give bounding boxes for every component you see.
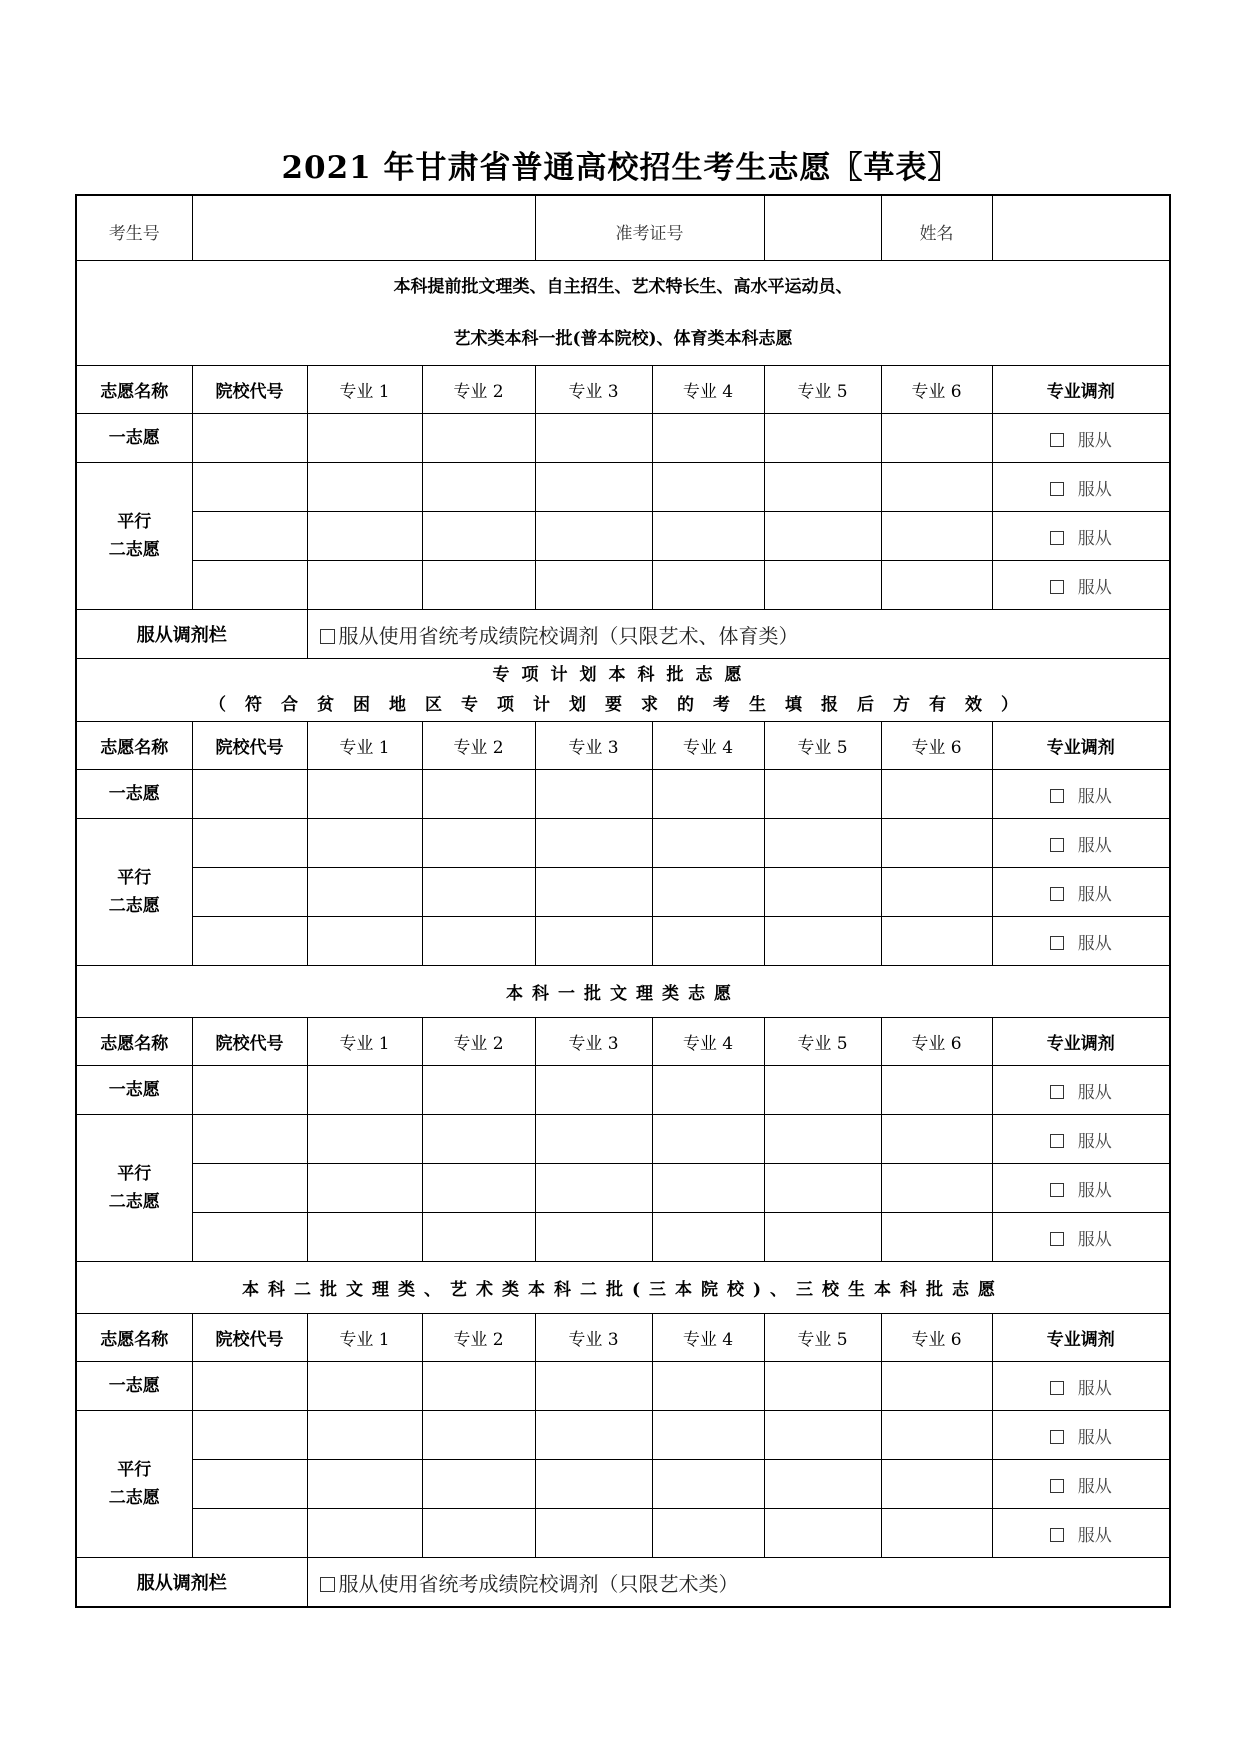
- obey-label: 服从: [1077, 884, 1112, 905]
- adjust-cell[interactable]: [992, 512, 1170, 561]
- major-cell[interactable]: [535, 512, 652, 561]
- major-cell[interactable]: [764, 414, 881, 463]
- page-title: 2021 年甘肃省普通高校招生考生志愿〖草表〗: [281, 150, 960, 186]
- major-cell[interactable]: [535, 1460, 652, 1509]
- obey-bar-text: 服从使用省统考成绩院校调剂（只限艺术类）: [338, 1571, 739, 1596]
- major-cell[interactable]: [307, 1509, 422, 1558]
- obey-label: 服从: [1077, 1229, 1112, 1250]
- section-title-line: （符合贫困地区专项计划要求的考生填报后方有效）: [209, 695, 1037, 715]
- section-special-plan: [76, 659, 1170, 722]
- adjust-cell[interactable]: [992, 1213, 1170, 1262]
- major-cell[interactable]: [881, 819, 992, 868]
- major-cell[interactable]: [881, 917, 992, 966]
- checkbox-icon[interactable]: [1050, 1232, 1064, 1246]
- school-code-cell[interactable]: [192, 561, 307, 610]
- first-choice-label: 一志愿: [76, 770, 192, 819]
- first-choice-label: 一志愿: [76, 414, 192, 463]
- major-cell[interactable]: [422, 463, 535, 512]
- col-header-name: 志愿名称: [76, 722, 192, 770]
- checkbox-icon[interactable]: [320, 629, 335, 644]
- adjust-cell[interactable]: [992, 1411, 1170, 1460]
- obey-adjust-bar: [76, 610, 1170, 659]
- major-cell[interactable]: [881, 512, 992, 561]
- major-cell[interactable]: [422, 414, 535, 463]
- major-cell[interactable]: [764, 917, 881, 966]
- parallel-label-line: 平行: [117, 512, 152, 532]
- major-cell[interactable]: [652, 1460, 764, 1509]
- second-choice-row: [76, 1213, 1170, 1262]
- major-cell[interactable]: [764, 1164, 881, 1213]
- major-cell[interactable]: [422, 770, 535, 819]
- adjust-cell[interactable]: [992, 819, 1170, 868]
- major-cell[interactable]: [307, 770, 422, 819]
- section-title-line: 本科二批文理类、艺术类本科二批(三本院校)、三校生本科批志愿: [241, 1280, 1005, 1300]
- major-cell[interactable]: [535, 819, 652, 868]
- checkbox-icon[interactable]: [1050, 1183, 1064, 1197]
- major-cell[interactable]: [652, 1115, 764, 1164]
- parallel-label-line: 二志愿: [108, 1488, 160, 1508]
- major-cell[interactable]: [652, 1213, 764, 1262]
- col-header-code: 院校代号: [192, 722, 307, 770]
- parallel-second-label: [76, 819, 192, 966]
- obey-label: 服从: [1077, 1476, 1112, 1497]
- major-cell[interactable]: [535, 1213, 652, 1262]
- section-title-line: 专项计划本科批志愿: [492, 665, 754, 685]
- major-cell[interactable]: [535, 917, 652, 966]
- major-cell[interactable]: [764, 1213, 881, 1262]
- school-code-cell[interactable]: [192, 1164, 307, 1213]
- col-header-major1: 专业 1: [307, 366, 422, 414]
- major-cell[interactable]: [652, 561, 764, 610]
- col-header-major2: 专业 2: [422, 1314, 535, 1362]
- col-header-major1: 专业 1: [307, 1018, 422, 1066]
- major-cell[interactable]: [422, 1164, 535, 1213]
- major-cell[interactable]: [881, 1509, 992, 1558]
- admission-no-field[interactable]: [764, 195, 881, 261]
- major-cell[interactable]: [881, 463, 992, 512]
- school-code-cell[interactable]: [192, 917, 307, 966]
- major-cell[interactable]: [307, 1066, 422, 1115]
- major-cell[interactable]: [535, 1066, 652, 1115]
- school-code-cell[interactable]: [192, 770, 307, 819]
- major-cell[interactable]: [652, 1362, 764, 1411]
- column-header-row: [76, 1018, 1170, 1066]
- major-cell[interactable]: [535, 1362, 652, 1411]
- obey-bar-text: 服从使用省统考成绩院校调剂（只限艺术、体育类）: [338, 623, 799, 648]
- name-field[interactable]: [992, 195, 1170, 261]
- section-advance-batch: [76, 261, 1170, 366]
- checkbox-icon[interactable]: [1050, 531, 1064, 545]
- major-cell[interactable]: [881, 561, 992, 610]
- obey-label: 服从: [1077, 933, 1112, 954]
- major-cell[interactable]: [307, 1213, 422, 1262]
- col-header-major5: 专业 5: [764, 722, 881, 770]
- second-choice-row: [76, 917, 1170, 966]
- major-cell[interactable]: [422, 1509, 535, 1558]
- checkbox-icon[interactable]: [1050, 1528, 1064, 1542]
- major-cell[interactable]: [881, 1115, 992, 1164]
- parallel-label-line: 二志愿: [108, 540, 160, 560]
- major-cell[interactable]: [307, 1362, 422, 1411]
- school-code-cell[interactable]: [192, 414, 307, 463]
- parallel-second-label: [76, 463, 192, 610]
- major-cell[interactable]: [881, 1362, 992, 1411]
- major-cell[interactable]: [535, 868, 652, 917]
- col-header-major2: 专业 2: [422, 722, 535, 770]
- major-cell[interactable]: [422, 1460, 535, 1509]
- major-cell[interactable]: [535, 1509, 652, 1558]
- checkbox-icon[interactable]: [1050, 1134, 1064, 1148]
- school-code-cell[interactable]: [192, 1509, 307, 1558]
- parallel-label-line: 二志愿: [108, 896, 160, 916]
- major-cell[interactable]: [881, 1164, 992, 1213]
- col-header-major1: 专业 1: [307, 1314, 422, 1362]
- adjust-cell[interactable]: [992, 770, 1170, 819]
- col-header-major6: 专业 6: [881, 1314, 992, 1362]
- section-title-line: 艺术类本科一批(普本院校)、体育类本科志愿: [453, 329, 793, 349]
- column-header-row: [76, 1314, 1170, 1362]
- col-header-code: 院校代号: [192, 366, 307, 414]
- obey-label: 服从: [1077, 1427, 1112, 1448]
- major-cell[interactable]: [422, 1115, 535, 1164]
- adjust-cell[interactable]: [992, 1066, 1170, 1115]
- major-cell[interactable]: [652, 868, 764, 917]
- obey-label: 服从: [1077, 479, 1112, 500]
- adjust-cell[interactable]: [992, 917, 1170, 966]
- checkbox-icon[interactable]: [1050, 1085, 1064, 1099]
- col-header-major4: 专业 4: [652, 1018, 764, 1066]
- major-cell[interactable]: [764, 463, 881, 512]
- obey-bar-option[interactable]: [307, 1558, 1170, 1608]
- col-header-adjust: 专业调剂: [992, 1314, 1170, 1362]
- col-header-major2: 专业 2: [422, 1018, 535, 1066]
- col-header-major3: 专业 3: [535, 366, 652, 414]
- checkbox-icon[interactable]: [1050, 936, 1064, 950]
- first-choice-row: [76, 414, 1170, 463]
- major-cell[interactable]: [764, 770, 881, 819]
- col-header-major6: 专业 6: [881, 366, 992, 414]
- obey-label: 服从: [1077, 786, 1112, 807]
- obey-adjust-bar: [76, 1558, 1170, 1608]
- adjust-cell[interactable]: [992, 1115, 1170, 1164]
- major-cell[interactable]: [307, 1115, 422, 1164]
- school-code-cell[interactable]: [192, 1066, 307, 1115]
- name-label: 姓名: [881, 195, 992, 261]
- checkbox-icon[interactable]: [1050, 433, 1064, 447]
- admission-no-label: 准考证号: [615, 223, 684, 244]
- second-choice-row: [76, 512, 1170, 561]
- major-cell[interactable]: [307, 561, 422, 610]
- major-cell[interactable]: [307, 414, 422, 463]
- major-cell[interactable]: [422, 1411, 535, 1460]
- obey-label: 服从: [1077, 430, 1112, 451]
- major-cell[interactable]: [652, 1164, 764, 1213]
- col-header-major4: 专业 4: [652, 1314, 764, 1362]
- school-code-cell[interactable]: [192, 1115, 307, 1164]
- major-cell[interactable]: [881, 1213, 992, 1262]
- col-header-adjust: 专业调剂: [992, 722, 1170, 770]
- major-cell[interactable]: [881, 414, 992, 463]
- parallel-label-line: 平行: [117, 1460, 152, 1480]
- checkbox-icon[interactable]: [1050, 1479, 1064, 1493]
- major-cell[interactable]: [652, 917, 764, 966]
- major-cell[interactable]: [881, 1066, 992, 1115]
- major-cell[interactable]: [652, 1066, 764, 1115]
- col-header-adjust: 专业调剂: [992, 366, 1170, 414]
- first-choice-row: [76, 1066, 1170, 1115]
- parallel-second-label: [76, 1411, 192, 1558]
- obey-bar-label: 服从调剂栏: [76, 610, 307, 659]
- school-code-cell[interactable]: [192, 1213, 307, 1262]
- checkbox-icon[interactable]: [1050, 838, 1064, 852]
- col-header-name: 志愿名称: [76, 1314, 192, 1362]
- column-header-row: [76, 722, 1170, 770]
- obey-label: 服从: [1077, 1525, 1112, 1546]
- major-cell[interactable]: [652, 1411, 764, 1460]
- obey-label: 服从: [1077, 577, 1112, 598]
- major-cell[interactable]: [764, 1509, 881, 1558]
- first-choice-row: [76, 1362, 1170, 1411]
- obey-label: 服从: [1077, 528, 1112, 549]
- major-cell[interactable]: [307, 819, 422, 868]
- major-cell[interactable]: [422, 1213, 535, 1262]
- major-cell[interactable]: [422, 512, 535, 561]
- major-cell[interactable]: [422, 868, 535, 917]
- major-cell[interactable]: [764, 512, 881, 561]
- admission-no-label-cell: [535, 195, 764, 261]
- major-cell[interactable]: [652, 819, 764, 868]
- major-cell[interactable]: [535, 463, 652, 512]
- major-cell[interactable]: [307, 1411, 422, 1460]
- major-cell[interactable]: [652, 1509, 764, 1558]
- major-cell[interactable]: [422, 561, 535, 610]
- adjust-cell[interactable]: [992, 1362, 1170, 1411]
- major-cell[interactable]: [535, 1115, 652, 1164]
- checkbox-icon[interactable]: [1050, 1430, 1064, 1444]
- obey-label: 服从: [1077, 1378, 1112, 1399]
- school-code-cell[interactable]: [192, 868, 307, 917]
- column-header-row: [76, 366, 1170, 414]
- major-cell[interactable]: [307, 1164, 422, 1213]
- col-header-major6: 专业 6: [881, 1018, 992, 1066]
- obey-label: 服从: [1077, 1180, 1112, 1201]
- checkbox-icon[interactable]: [1050, 482, 1064, 496]
- col-header-major3: 专业 3: [535, 1314, 652, 1362]
- school-code-cell[interactable]: [192, 512, 307, 561]
- col-header-major6: 专业 6: [881, 722, 992, 770]
- col-header-major5: 专业 5: [764, 366, 881, 414]
- adjust-cell[interactable]: [992, 1164, 1170, 1213]
- major-cell[interactable]: [422, 1066, 535, 1115]
- major-cell[interactable]: [307, 868, 422, 917]
- second-choice-row: [76, 1509, 1170, 1558]
- first-choice-label: 一志愿: [76, 1066, 192, 1115]
- major-cell[interactable]: [764, 1411, 881, 1460]
- school-code-cell[interactable]: [192, 1362, 307, 1411]
- obey-label: 服从: [1077, 1082, 1112, 1103]
- checkbox-icon[interactable]: [1050, 1381, 1064, 1395]
- school-code-cell[interactable]: [192, 1460, 307, 1509]
- major-cell[interactable]: [422, 917, 535, 966]
- application-form-table: [75, 194, 1171, 1608]
- school-code-cell[interactable]: [192, 1411, 307, 1460]
- checkbox-icon[interactable]: [320, 1577, 335, 1592]
- section-first-batch: [76, 966, 1170, 1018]
- major-cell[interactable]: [535, 414, 652, 463]
- major-cell[interactable]: [652, 512, 764, 561]
- parallel-second-label: [76, 1115, 192, 1262]
- col-header-name: 志愿名称: [76, 1018, 192, 1066]
- major-cell[interactable]: [881, 1411, 992, 1460]
- major-cell[interactable]: [307, 917, 422, 966]
- checkbox-icon[interactable]: [1050, 580, 1064, 594]
- section-title-line: 本科提前批文理类、自主招生、艺术特长生、高水平运动员、: [393, 277, 853, 297]
- col-header-major3: 专业 3: [535, 722, 652, 770]
- parallel-label-line: 平行: [117, 1164, 152, 1184]
- major-cell[interactable]: [307, 463, 422, 512]
- major-cell[interactable]: [881, 770, 992, 819]
- second-choice-row: [76, 868, 1170, 917]
- obey-label: 服从: [1077, 1131, 1112, 1152]
- checkbox-icon[interactable]: [1050, 887, 1064, 901]
- col-header-major4: 专业 4: [652, 722, 764, 770]
- major-cell[interactable]: [652, 463, 764, 512]
- col-header-major5: 专业 5: [764, 1314, 881, 1362]
- adjust-cell[interactable]: [992, 1460, 1170, 1509]
- col-header-major4: 专业 4: [652, 366, 764, 414]
- major-cell[interactable]: [422, 1362, 535, 1411]
- first-choice-label: 一志愿: [76, 1362, 192, 1411]
- obey-label: 服从: [1077, 835, 1112, 856]
- section-title-line: 本科一批文理类志愿: [506, 984, 740, 1004]
- adjust-cell[interactable]: [992, 868, 1170, 917]
- parallel-label-line: 平行: [117, 868, 152, 888]
- second-choice-row: [76, 819, 1170, 868]
- col-header-adjust: 专业调剂: [992, 1018, 1170, 1066]
- col-header-code: 院校代号: [192, 1314, 307, 1362]
- major-cell[interactable]: [764, 561, 881, 610]
- major-cell[interactable]: [764, 1460, 881, 1509]
- major-cell[interactable]: [535, 1164, 652, 1213]
- major-cell[interactable]: [535, 561, 652, 610]
- major-cell[interactable]: [307, 512, 422, 561]
- second-choice-row: [76, 1460, 1170, 1509]
- parallel-label-line: 二志愿: [108, 1192, 160, 1212]
- col-header-major1: 专业 1: [307, 722, 422, 770]
- second-choice-row: [76, 1411, 1170, 1460]
- major-cell[interactable]: [764, 1115, 881, 1164]
- school-code-cell[interactable]: [192, 463, 307, 512]
- first-choice-row: [76, 770, 1170, 819]
- major-cell[interactable]: [652, 414, 764, 463]
- major-cell[interactable]: [535, 1411, 652, 1460]
- col-header-major2: 专业 2: [422, 366, 535, 414]
- major-cell[interactable]: [764, 868, 881, 917]
- col-header-major3: 专业 3: [535, 1018, 652, 1066]
- col-header-code: 院校代号: [192, 1018, 307, 1066]
- second-choice-row: [76, 1115, 1170, 1164]
- major-cell[interactable]: [764, 1362, 881, 1411]
- major-cell[interactable]: [881, 868, 992, 917]
- exam-no-label: 考生号: [76, 195, 192, 261]
- adjust-cell[interactable]: [992, 414, 1170, 463]
- major-cell[interactable]: [652, 770, 764, 819]
- checkbox-icon[interactable]: [1050, 789, 1064, 803]
- major-cell[interactable]: [307, 1460, 422, 1509]
- major-cell[interactable]: [535, 770, 652, 819]
- exam-no-field[interactable]: [192, 195, 535, 261]
- adjust-cell[interactable]: [992, 561, 1170, 610]
- obey-bar-option[interactable]: [307, 610, 1170, 659]
- col-header-major5: 专业 5: [764, 1018, 881, 1066]
- major-cell[interactable]: [422, 819, 535, 868]
- candidate-info-row: [76, 195, 1170, 261]
- obey-bar-label: 服从调剂栏: [76, 1558, 307, 1608]
- school-code-cell[interactable]: [192, 819, 307, 868]
- major-cell[interactable]: [764, 1066, 881, 1115]
- section-second-batch: [76, 1262, 1170, 1314]
- col-header-name: 志愿名称: [76, 366, 192, 414]
- major-cell[interactable]: [764, 819, 881, 868]
- second-choice-row: [76, 561, 1170, 610]
- adjust-cell[interactable]: [992, 463, 1170, 512]
- adjust-cell[interactable]: [992, 1509, 1170, 1558]
- major-cell[interactable]: [881, 1460, 992, 1509]
- second-choice-row: [76, 1164, 1170, 1213]
- second-choice-row: [76, 463, 1170, 512]
